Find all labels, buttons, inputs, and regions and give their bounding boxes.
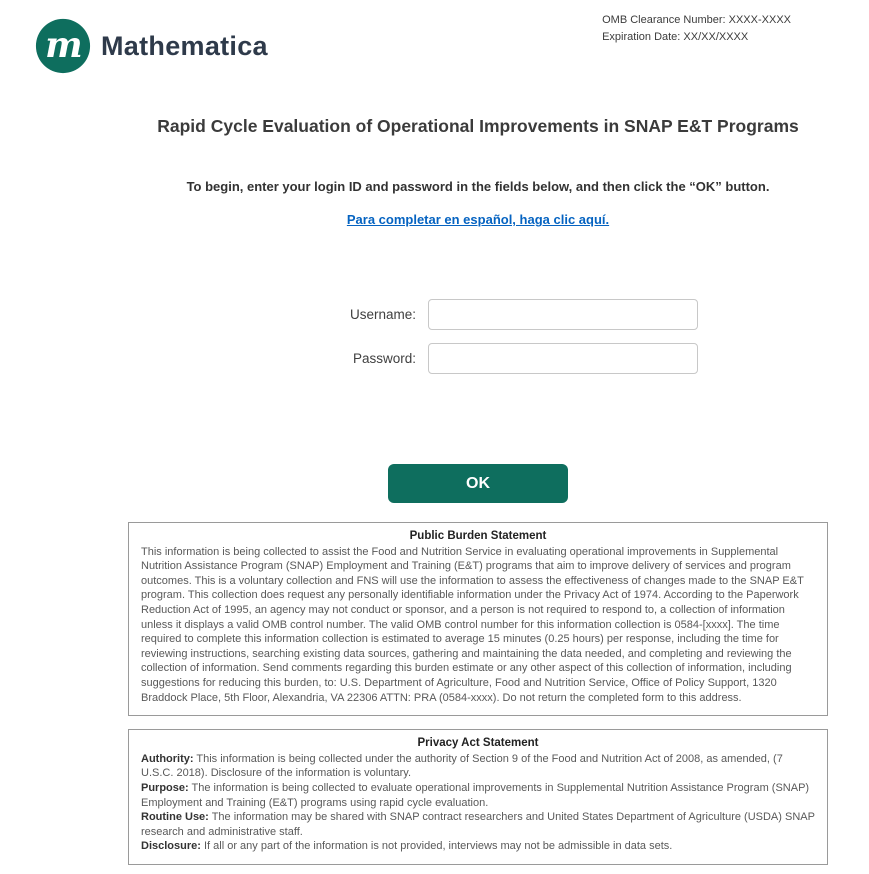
username-row xyxy=(334,299,698,330)
username-label: Username: xyxy=(349,307,416,322)
privacy-act-title: Privacy Act Statement xyxy=(417,737,539,750)
svg-text:m: m xyxy=(45,25,83,67)
page-title: Rapid Cycle Evaluation of Operational Improvements in SNAP E&T Programs xyxy=(157,116,799,136)
privacy-item-label: Purpose: xyxy=(141,781,189,794)
public-burden-title: Public Burden Statement xyxy=(409,530,547,542)
privacy-act-statement-box xyxy=(128,729,828,865)
brand-wordmark: Mathematica xyxy=(101,30,268,61)
login-instruction: To begin, enter your login ID and password in the fields below, and then click the “OK” button. xyxy=(186,179,770,194)
public-burden-body: This information is being collected to assist the Food and Nutrition Service in evaluating operational improvements in Supplemental Nutrition Assistance Program (SNAP) Employment and Training (E&T) programs that aim to improve delivery of services and program outcomes. This is a voluntary collection and FNS will use the information to assess the effectiveness of changes made to the SNAP E&T program. This collection does request any personally identifiable information under the Privacy Act of 1974. According to the Paperwork Reduction Act of 1995, an agency may not conduct or sponsor, and a person is not required to respond to, a collection of information unless it displays a valid OMB control number. The valid OMB control number for this information collection is 0584-[xxxx]. The time required to complete this information collection is estimated to average 15 minutes (0.25 hours) per response, including the time for reviewing instructions, searching existing data sources, gathering and maintaining the data needed, and completing and reviewing the collection of information. Send comments regarding this burden estimate or any other aspect of this collection of information, including suggestions for reducing this burden, to: U.S. Department of Agriculture, Food and Nutrition Service, Office of Policy Support, 1320 Braddock Place, 5th Floor, Alexandria, VA 22306 ATTN: PRA (0584-xxxx). Do not return the completed form to this address. xyxy=(141,545,804,704)
privacy-item-text: This information is being collected under the authority of Section 9 of the Food and Nutrition Act of 2008, as amended, (7 U.S.C. 2018). Disclosure of the information is voluntary. xyxy=(141,752,783,780)
username-input[interactable] xyxy=(428,299,698,330)
ok-button[interactable]: OK xyxy=(388,464,568,503)
public-burden-statement-box xyxy=(128,522,828,716)
mathematica-logo-icon xyxy=(35,18,91,74)
omb-expiration-date: Expiration Date: XX/XX/XXXX xyxy=(602,31,749,44)
brand-logo-group xyxy=(35,18,268,74)
privacy-item-routine-use xyxy=(141,810,815,839)
privacy-item-disclosure xyxy=(141,839,815,854)
privacy-item-text: If all or any part of the information is not provided, interviews may not be admissible in data sets. xyxy=(200,840,673,853)
privacy-item-text: The information may be shared with SNAP contract researchers and United States Department of Agriculture (USDA) SNAP research and administrative staff. xyxy=(141,811,815,838)
privacy-item-text: The information is being collected to evaluate operational improvements in Supplemental Nutrition Assistance Program (SNAP) Employment and Training (E&T) programs using rapid cycle evaluation. xyxy=(141,781,810,809)
privacy-item-label: Authority: xyxy=(141,752,194,765)
main-content xyxy=(128,116,828,865)
privacy-item-label: Disclosure: xyxy=(141,840,201,853)
ok-button-row xyxy=(128,464,828,503)
privacy-item-purpose xyxy=(141,781,815,810)
spanish-language-link[interactable]: Para completar en español, haga clic aquí. xyxy=(346,212,610,227)
privacy-item-authority xyxy=(141,752,815,781)
password-label: Password: xyxy=(352,351,416,366)
omb-clearance-number: OMB Clearance Number: XXXX-XXXX xyxy=(602,14,791,26)
privacy-item-label: Routine Use: xyxy=(141,811,209,824)
spanish-link-row xyxy=(128,211,828,229)
password-row xyxy=(334,343,698,374)
page-header xyxy=(0,0,869,74)
login-form xyxy=(166,299,866,374)
password-input[interactable] xyxy=(428,343,698,374)
omb-clearance-text xyxy=(602,10,791,46)
